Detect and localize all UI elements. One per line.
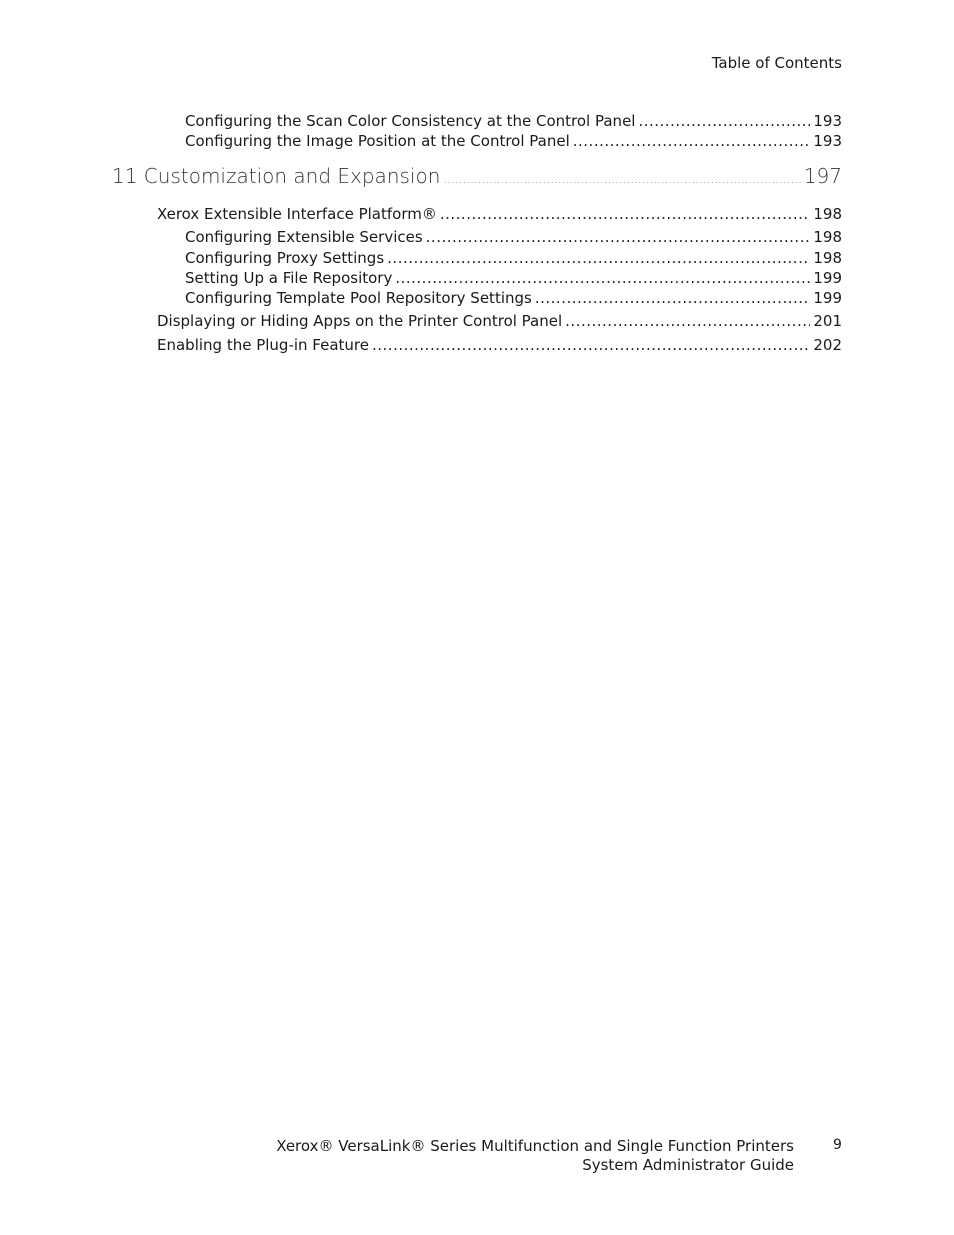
toc-entry-page: 198 <box>813 205 842 223</box>
dot-leader <box>565 312 810 330</box>
toc-entry-title: Setting Up a File Repository <box>185 269 393 287</box>
toc-entry[interactable] <box>157 205 842 223</box>
toc-entry-title: Configuring Template Pool Repository Settings <box>185 289 532 307</box>
toc-entry[interactable] <box>185 249 842 267</box>
toc-entry-page: 202 <box>813 336 842 354</box>
running-header: Table of Contents <box>711 54 842 72</box>
toc-entry[interactable] <box>185 289 842 307</box>
toc-entry-title: Configuring the Image Position at the Control Panel <box>185 132 570 150</box>
toc-entry-page: 201 <box>813 312 842 330</box>
toc-entry-title: Configuring Proxy Settings <box>185 249 385 267</box>
dot-leader <box>535 289 811 307</box>
toc-entry[interactable] <box>157 312 842 330</box>
toc-entry-page: 199 <box>813 289 842 307</box>
toc-entry-title: Configuring Extensible Services <box>185 228 423 246</box>
toc-chapter-title: 11 Customization and Expansion <box>112 164 441 188</box>
toc-entry-title: Displaying or Hiding Apps on the Printer Control Panel <box>157 312 563 330</box>
dot-leader <box>372 336 810 354</box>
footer-guide-title: System Administrator Guide <box>582 1156 794 1174</box>
toc-entry[interactable] <box>185 112 842 130</box>
dot-leader <box>440 205 811 223</box>
toc-entry[interactable] <box>185 132 842 150</box>
dot-leader <box>387 249 810 267</box>
dot-leader <box>395 269 810 287</box>
dot-leader <box>426 228 811 246</box>
toc-entry[interactable] <box>185 269 842 287</box>
dot-leader <box>638 112 810 130</box>
dot-leader <box>573 132 811 150</box>
page-number: 9 <box>833 1137 842 1153</box>
toc-entry-page: 193 <box>813 132 842 150</box>
footer-product-line: Xerox® VersaLink® Series Multifunction and Single Function Printers <box>276 1137 794 1155</box>
toc-chapter-page: 197 <box>803 164 842 188</box>
toc-entry-page: 193 <box>813 112 842 130</box>
page-footer <box>276 1137 794 1175</box>
toc-entry-title: Xerox Extensible Interface Platform® <box>157 205 437 223</box>
toc-chapter-entry[interactable] <box>112 164 842 188</box>
toc-entry-title: Enabling the Plug-in Feature <box>157 336 369 354</box>
toc-entry-page: 198 <box>813 249 842 267</box>
toc-entry-page: 199 <box>813 269 842 287</box>
toc-entry-page: 198 <box>813 228 842 246</box>
toc-entry[interactable] <box>185 228 842 246</box>
dot-leader <box>443 164 800 188</box>
toc-entry[interactable] <box>157 336 842 354</box>
toc-entry-title: Configuring the Scan Color Consistency at the Control Panel <box>185 112 636 130</box>
